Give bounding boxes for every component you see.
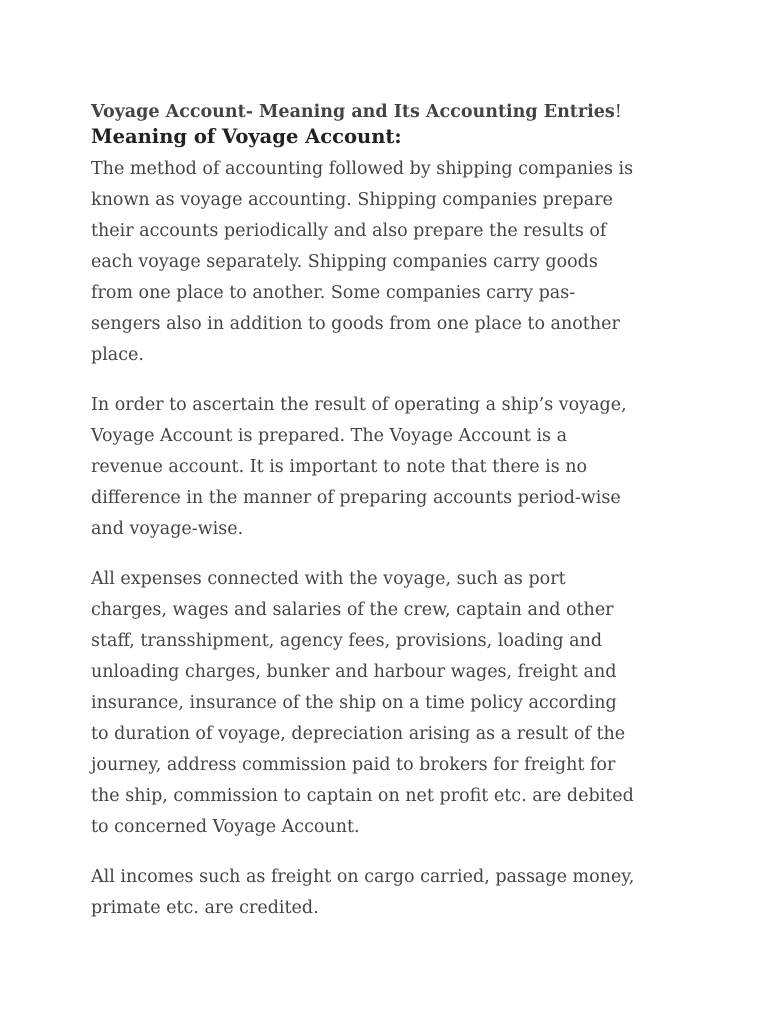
paragraph-line: place.	[91, 345, 144, 365]
paragraph-line: to duration of voyage, depreciation arising as a result of the	[91, 724, 626, 744]
paragraph-2	[91, 390, 691, 545]
section-heading: Meaning of Voyage Account:	[91, 125, 402, 148]
paragraph-line: All incomes such as freight on cargo carried, passage money,	[91, 867, 635, 887]
document-title-text: Voyage Account- Meaning and Its Accounting Entries	[91, 102, 615, 122]
paragraph-line: revenue account. It is important to note that there is no	[91, 457, 588, 477]
paragraph-line: charges, wages and salaries of the crew, captain and other	[91, 600, 614, 620]
paragraph-line: difference in the manner of preparing accounts period-wise	[91, 488, 621, 508]
paragraph-line: sengers also in addition to goods from one place to another	[91, 314, 620, 334]
document-title-end: !	[614, 102, 622, 122]
paragraph-line: insurance, insurance of the ship on a time policy according	[91, 693, 617, 713]
paragraph-line: each voyage separately. Shipping companies carry goods	[91, 252, 598, 272]
document-title	[91, 100, 691, 124]
paragraph-line: In order to ascertain the result of operating a ship’s voyage,	[91, 395, 627, 415]
paragraph-line: journey, address commission paid to brokers for freight for	[91, 755, 616, 775]
paragraph-line: primate etc. are credited.	[91, 898, 319, 918]
document-page	[91, 100, 691, 943]
paragraph-line: known as voyage accounting. Shipping companies prepare	[91, 190, 613, 210]
paragraph-line: to concerned Voyage Account.	[91, 817, 360, 837]
paragraph-line: staff, transshipment, agency fees, provisions, loading and	[91, 631, 603, 651]
paragraph-line: The method of accounting followed by shipping companies is	[91, 159, 634, 179]
paragraph-line: Voyage Account is prepared. The Voyage Account is a	[91, 426, 568, 446]
paragraph-line: from one place to another. Some companies carry pas-	[91, 283, 576, 303]
document-body	[91, 154, 691, 924]
paragraph-line: their accounts periodically and also prepare the results of	[91, 221, 607, 241]
paragraph-4	[91, 862, 691, 924]
paragraph-line: and voyage-wise.	[91, 519, 244, 539]
paragraph-line: the ship, commission to captain on net profit etc. are debited	[91, 786, 634, 806]
paragraph-1	[91, 154, 691, 371]
paragraph-line: unloading charges, bunker and harbour wages, freight and	[91, 662, 617, 682]
paragraph-line: All expenses connected with the voyage, such as port	[91, 569, 566, 589]
paragraph-3	[91, 564, 691, 843]
